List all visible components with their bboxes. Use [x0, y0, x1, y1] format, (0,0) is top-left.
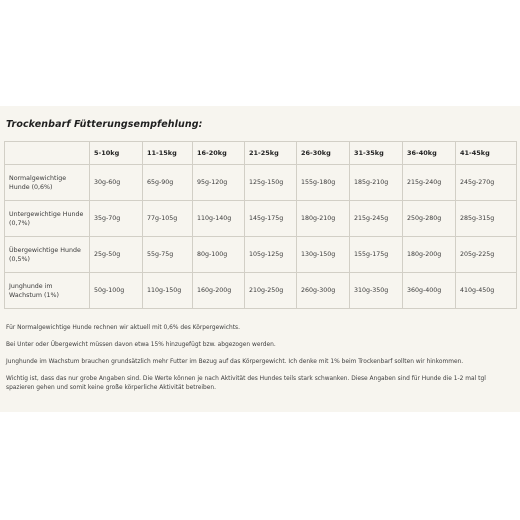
table-cell: 125g-150g — [245, 165, 297, 201]
row-label: Normalgewichtige Hunde (0,6%) — [5, 165, 90, 201]
table-cell: 110g-140g — [193, 201, 245, 237]
table-cell: 310g-350g — [350, 273, 403, 309]
table-cell: 210g-250g — [245, 273, 297, 309]
table-cell: 55g-75g — [143, 237, 193, 273]
table-row — [5, 201, 517, 237]
table-header-corner — [5, 142, 90, 165]
table-cell: 30g-60g — [90, 165, 143, 201]
table-cell: 160g-200g — [193, 273, 245, 309]
table-cell: 245g-270g — [456, 165, 517, 201]
table-header-cell: 41-45kg — [456, 142, 517, 165]
note-paragraph: Für Normalgewichtige Hunde rechnen wir aktuell mit 0,6% des Körpergewichts. — [6, 325, 240, 331]
table-cell: 25g-50g — [90, 237, 143, 273]
table-cell: 185g-210g — [350, 165, 403, 201]
row-label: Übergewichtige Hunde (0,5%) — [5, 237, 90, 273]
note-paragraph: Junghunde im Wachstum brauchen grundsätzlich mehr Futter im Bezug auf das Körpergewicht. Ich denke mit 1% beim Trockenbarf sollten wir hinkommen. — [6, 359, 464, 365]
table-cell: 205g-225g — [456, 237, 517, 273]
table-cell: 250g-280g — [403, 201, 456, 237]
table-cell: 50g-100g — [90, 273, 143, 309]
table-cell: 130g-150g — [297, 237, 350, 273]
table-header-cell: 36-40kg — [403, 142, 456, 165]
table-cell: 65g-90g — [143, 165, 193, 201]
table-cell: 95g-120g — [193, 165, 245, 201]
table-cell: 155g-180g — [297, 165, 350, 201]
table-cell: 260g-300g — [297, 273, 350, 309]
table-cell: 155g-175g — [350, 237, 403, 273]
table-cell: 145g-175g — [245, 201, 297, 237]
table-cell: 215g-240g — [403, 165, 456, 201]
table-header-cell: 11-15kg — [143, 142, 193, 165]
feeding-table — [4, 141, 517, 309]
table-cell: 105g-125g — [245, 237, 297, 273]
note-paragraph: Bei Unter oder Übergewicht müssen davon etwa 15% hinzugefügt bzw. abgezogen werden. — [6, 342, 276, 348]
table-cell: 285g-315g — [456, 201, 517, 237]
table-cell: 80g-100g — [193, 237, 245, 273]
note-paragraph: Wichtig ist, dass das nur grobe Angaben sind. Die Werte können je nach Aktivität des Hundes teils stark schwanken. Diese Angaben sind für Hunde die 1-2 mal tgl spazieren gehen und somit keine große körperliche Aktivität betreiben. — [6, 376, 486, 391]
table-cell: 180g-210g — [297, 201, 350, 237]
table-row — [5, 237, 517, 273]
table-cell: 215g-245g — [350, 201, 403, 237]
table-cell: 110g-150g — [143, 273, 193, 309]
table-cell: 180g-200g — [403, 237, 456, 273]
notes-section — [6, 324, 512, 401]
table-header-cell: 5-10kg — [90, 142, 143, 165]
table-header-cell: 31-35kg — [350, 142, 403, 165]
table-header-row — [5, 142, 517, 165]
page-title: Trockenbarf Fütterungsempfehlung: — [6, 119, 203, 130]
table-header-cell: 21-25kg — [245, 142, 297, 165]
table-row — [5, 273, 517, 309]
table-header-cell: 26-30kg — [297, 142, 350, 165]
table-cell: 410g-450g — [456, 273, 517, 309]
row-label: Untergewichtige Hunde (0,7%) — [5, 201, 90, 237]
table-row — [5, 165, 517, 201]
table-cell: 360g-400g — [403, 273, 456, 309]
row-label: Junghunde im Wachstum (1%) — [5, 273, 90, 309]
table-cell: 35g-70g — [90, 201, 143, 237]
table-cell: 77g-105g — [143, 201, 193, 237]
table-header-cell: 16-20kg — [193, 142, 245, 165]
